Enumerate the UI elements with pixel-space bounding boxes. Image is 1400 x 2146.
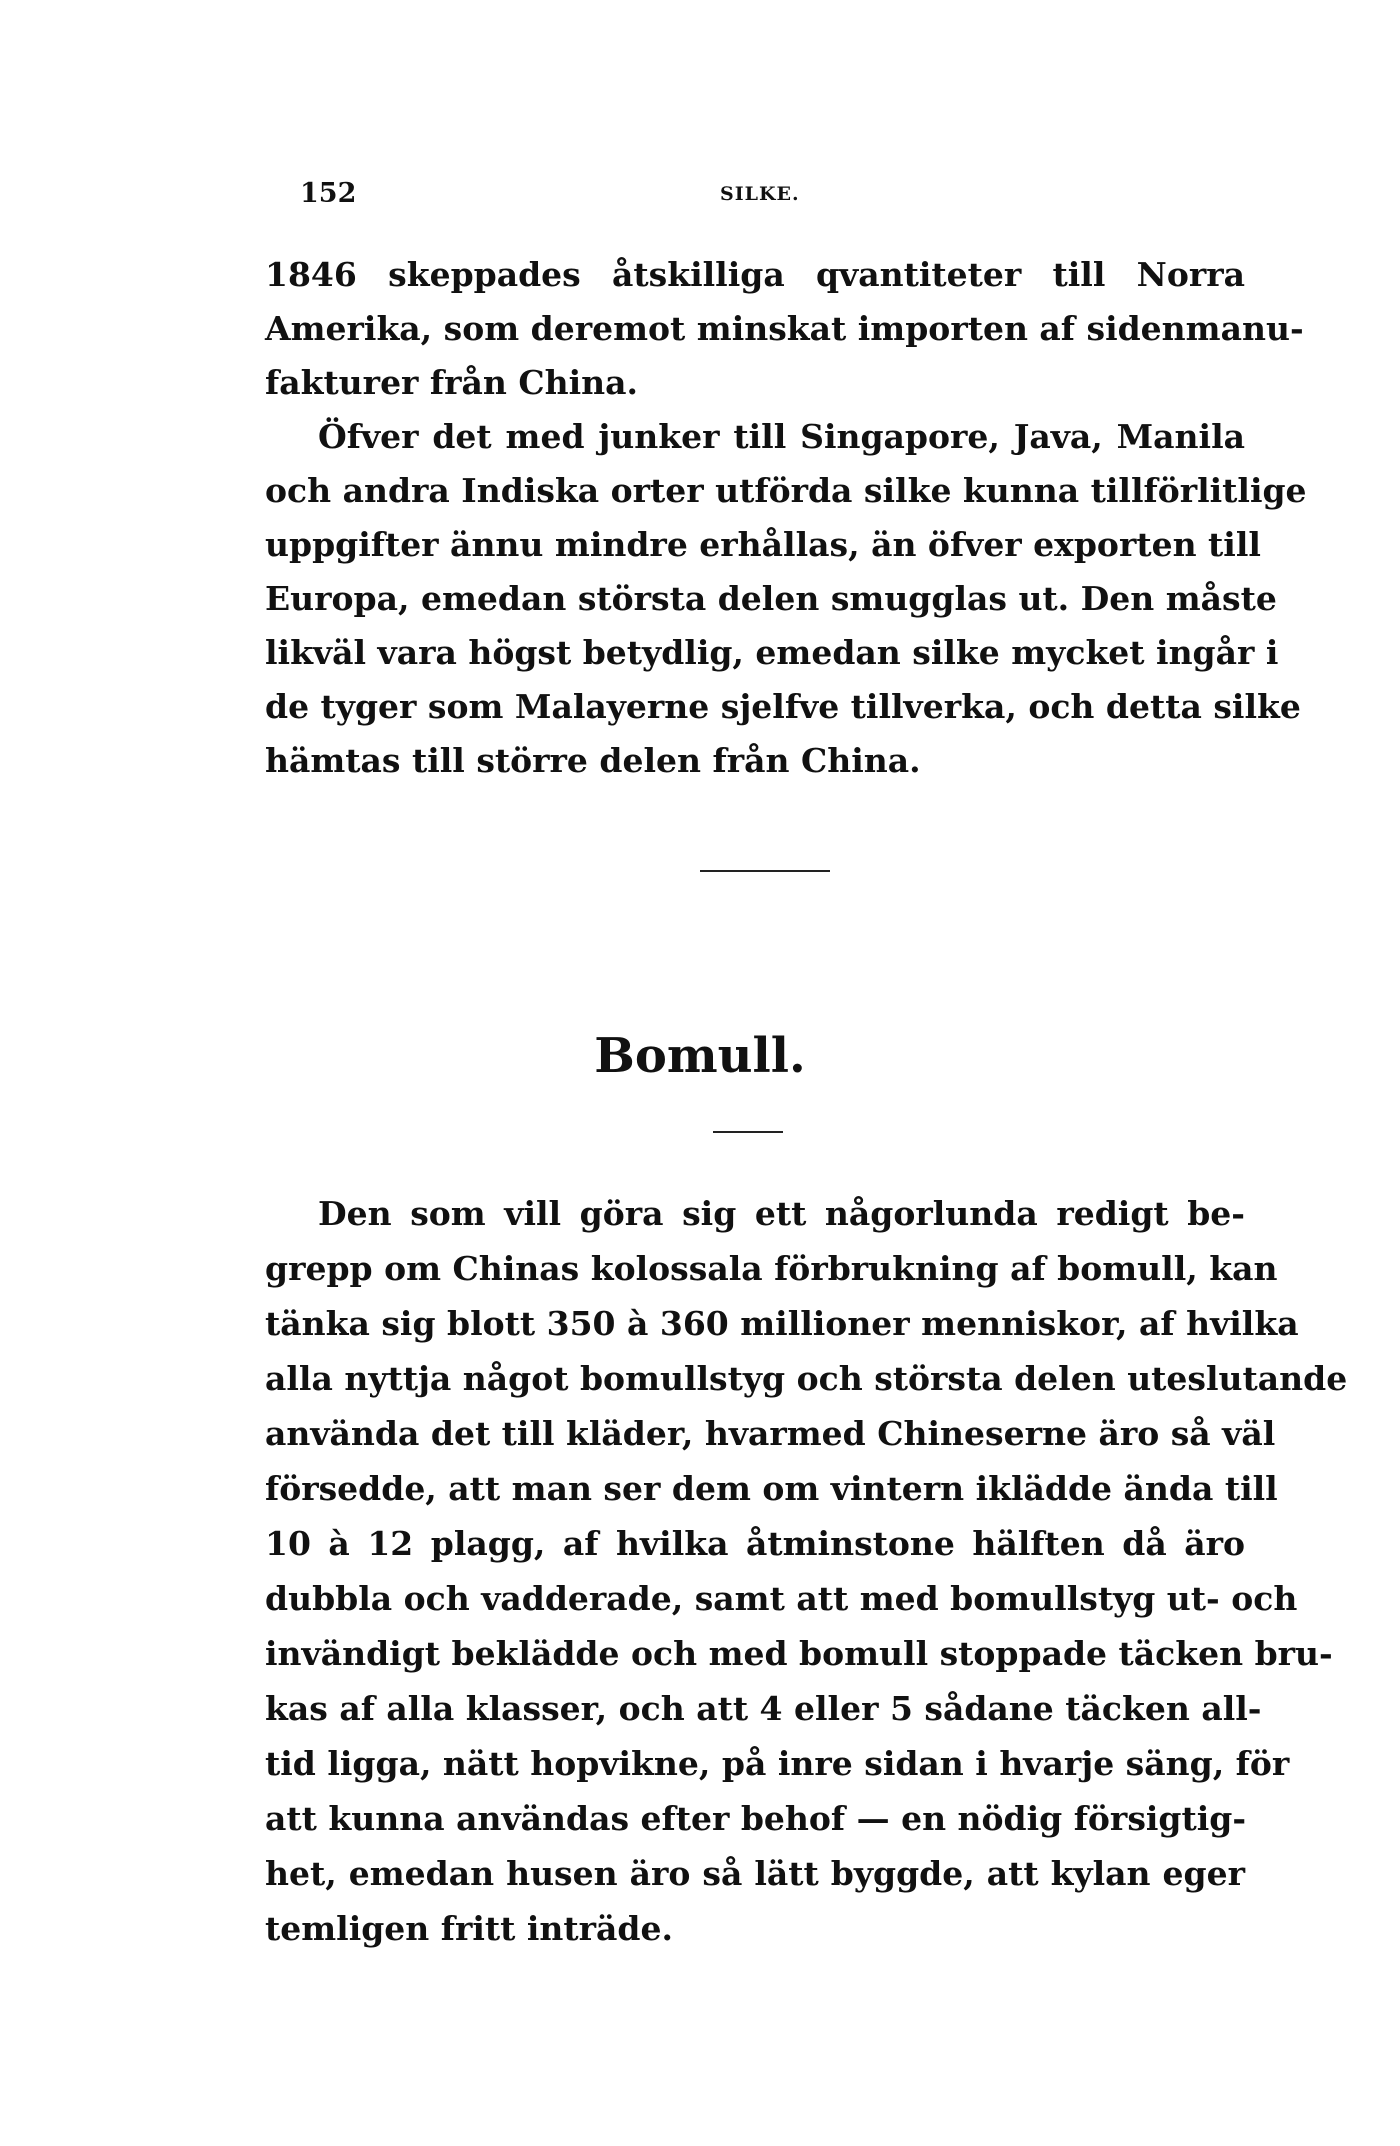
text-line: invändigt beklädde och med bomull stoppade täcken bru- bbox=[265, 1634, 1333, 1673]
text-line: grepp om Chinas kolossala förbrukning af bomull, kan bbox=[265, 1249, 1278, 1288]
text-line: Amerika, som deremot minskat importen af sidenmanu- bbox=[265, 309, 1304, 348]
text-line: försedde, att man ser dem om vintern iklädde ända till bbox=[265, 1469, 1278, 1508]
text-line: kas af alla klasser, och att 4 eller 5 sådane täcken all- bbox=[265, 1689, 1262, 1728]
text-line: Den som vill göra sig ett någorlunda redigt be- bbox=[318, 1194, 1245, 1233]
page-header bbox=[300, 178, 1100, 218]
section-divider-rule bbox=[700, 870, 830, 872]
paragraph-bomull bbox=[265, 1186, 1348, 1956]
title-underline-rule bbox=[713, 1131, 783, 1133]
paragraph-1846-shipments bbox=[265, 248, 1304, 410]
text-line: tänka sig blott 350 à 360 millioner menniskor, af hvilka bbox=[265, 1304, 1299, 1343]
text-line: likväl vara högst betydlig, emedan silke mycket ingår i bbox=[265, 633, 1279, 672]
text-line: de tyger som Malayerne sjelfve tillverka, och detta silke bbox=[265, 687, 1301, 726]
text-line: Öfver det med junker till Singapore, Java, Manila bbox=[318, 417, 1245, 456]
text-line: 1846 skeppades åtskilliga qvantiteter till Norra bbox=[265, 255, 1245, 294]
text-line: het, emedan husen äro så lätt byggde, att kylan eger bbox=[265, 1854, 1245, 1893]
running-head: SILKE. bbox=[720, 183, 800, 205]
text-line: att kunna användas efter behof — en nödig försigtig- bbox=[265, 1799, 1247, 1838]
text-line: 10 à 12 plagg, af hvilka åtminstone hälften då äro bbox=[265, 1524, 1245, 1563]
text-line: hämtas till större delen från China. bbox=[265, 741, 921, 780]
page-number: 152 bbox=[300, 178, 357, 209]
text-line: fakturer från China. bbox=[265, 363, 639, 402]
text-line: och andra Indiska orter utförda silke kunna tillförlitlige bbox=[265, 471, 1307, 510]
text-line: uppgifter ännu mindre erhållas, än öfver exporten till bbox=[265, 525, 1261, 564]
text-line: dubbla och vadderade, samt att med bomullstyg ut- och bbox=[265, 1579, 1298, 1618]
text-line: temligen fritt inträde. bbox=[265, 1909, 673, 1948]
text-line: tid ligga, nätt hopvikne, på inre sidan i hvarje säng, för bbox=[265, 1744, 1290, 1783]
section-title: Bomull. bbox=[594, 1028, 806, 1084]
text-line: Europa, emedan största delen smugglas ut. Den måste bbox=[265, 579, 1277, 618]
text-line: använda det till kläder, hvarmed Chineserne äro så väl bbox=[265, 1414, 1276, 1453]
paragraph-silk-exports bbox=[265, 410, 1307, 788]
text-line: alla nyttja något bomullstyg och största delen uteslutande bbox=[265, 1359, 1348, 1398]
